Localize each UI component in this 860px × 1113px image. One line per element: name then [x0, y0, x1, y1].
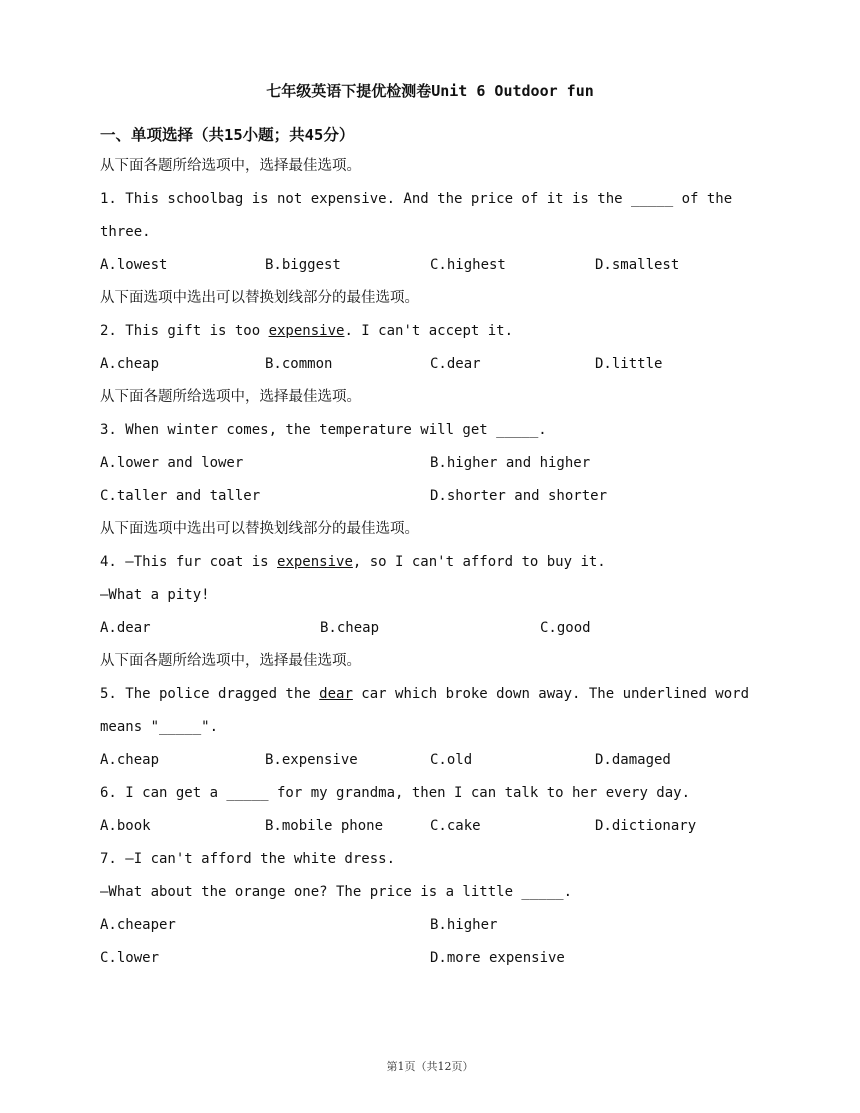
option-a: A.cheap: [100, 356, 160, 372]
option-d: D.dictionary: [595, 818, 697, 834]
question-3-text: 3. When winter comes, the temperature will get _____.: [100, 422, 547, 438]
option-b: B.cheap: [320, 620, 380, 636]
option-c: C.lower: [100, 950, 160, 966]
option-d: D.smallest: [595, 257, 680, 273]
question-5-options: [100, 744, 760, 777]
option-d: D.damaged: [595, 752, 671, 768]
question-4-text-cont: —What a pity!: [100, 587, 210, 603]
option-a: A.cheaper: [100, 917, 176, 933]
option-c: C.dear: [430, 356, 481, 372]
option-b: B.biggest: [265, 257, 341, 273]
question-5-post: car which broke down away. The underlined word: [352, 686, 750, 702]
instruction-text: 从下面选项中选出可以替换划线部分的最佳选项。: [100, 290, 419, 306]
question-2-pre: 2. This gift is too: [100, 323, 269, 339]
option-c: C.highest: [430, 257, 506, 273]
option-b: B.common: [265, 356, 333, 372]
question-5-text-cont: means "_____".: [100, 719, 219, 735]
instruction-text: 从下面选项中选出可以替换划线部分的最佳选项。: [100, 521, 419, 537]
question-1-text: 1. This schoolbag is not expensive. And the price of it is the _____ of the: [100, 191, 733, 207]
question-4-options: [100, 612, 760, 645]
instruction-text: 从下面各题所给选项中，选择最佳选项。: [100, 158, 361, 174]
question-4-text: [100, 546, 760, 579]
option-a: A.book: [100, 818, 151, 834]
option-a: A.cheap: [100, 752, 160, 768]
option-a: A.dear: [100, 620, 151, 636]
option-c: C.cake: [430, 818, 481, 834]
underlined-word: expensive: [268, 323, 345, 339]
question-3-options-row1: [100, 447, 760, 480]
instruction-text: 从下面各题所给选项中，选择最佳选项。: [100, 389, 361, 405]
question-7-options-row2: [100, 942, 760, 975]
question-7-text-cont: —What about the orange one? The price is a little _____.: [100, 884, 573, 900]
question-7-options-row1: [100, 909, 760, 942]
question-6-text: 6. I can get a _____ for my grandma, then I can talk to her every day.: [100, 785, 691, 801]
option-a: A.lower and lower: [100, 455, 244, 471]
option-d: D.more expensive: [430, 950, 565, 966]
page-footer: 第1页（共12页）: [386, 1060, 474, 1073]
question-4-post: , so I can't afford to buy it.: [352, 554, 606, 570]
question-4-pre: 4. —This fur coat is: [100, 554, 278, 570]
instruction-text: 从下面各题所给选项中，选择最佳选项。: [100, 653, 361, 669]
underlined-word: expensive: [277, 554, 353, 570]
question-7-text: 7. —I can't afford the white dress.: [100, 851, 396, 867]
option-d: D.shorter and shorter: [430, 488, 608, 504]
question-2-options: [100, 348, 760, 381]
question-1-text-cont: three.: [100, 224, 151, 240]
option-b: B.mobile phone: [265, 818, 384, 834]
option-b: B.higher: [430, 917, 498, 933]
option-c: C.taller and taller: [100, 488, 261, 504]
option-b: B.expensive: [265, 752, 358, 768]
underlined-word: dear: [319, 686, 353, 702]
option-c: C.good: [540, 620, 591, 636]
option-c: C.old: [430, 752, 473, 768]
option-b: B.higher and higher: [430, 455, 591, 471]
question-2-text: [100, 315, 760, 348]
question-list: [100, 150, 760, 975]
question-1-options: [100, 249, 760, 282]
page-title: 七年级英语下提优检测卷Unit 6 Outdoor fun: [266, 82, 594, 100]
section-heading: 一、单项选择（共15小题；共45分）: [100, 126, 355, 144]
option-d: D.little: [595, 356, 663, 372]
option-a: A.lowest: [100, 257, 168, 273]
question-6-options: [100, 810, 760, 843]
question-2-post: . I can't accept it.: [344, 323, 514, 339]
question-5-pre: 5. The police dragged the: [100, 686, 320, 702]
question-3-options-row2: [100, 480, 760, 513]
question-5-text: [100, 678, 760, 711]
